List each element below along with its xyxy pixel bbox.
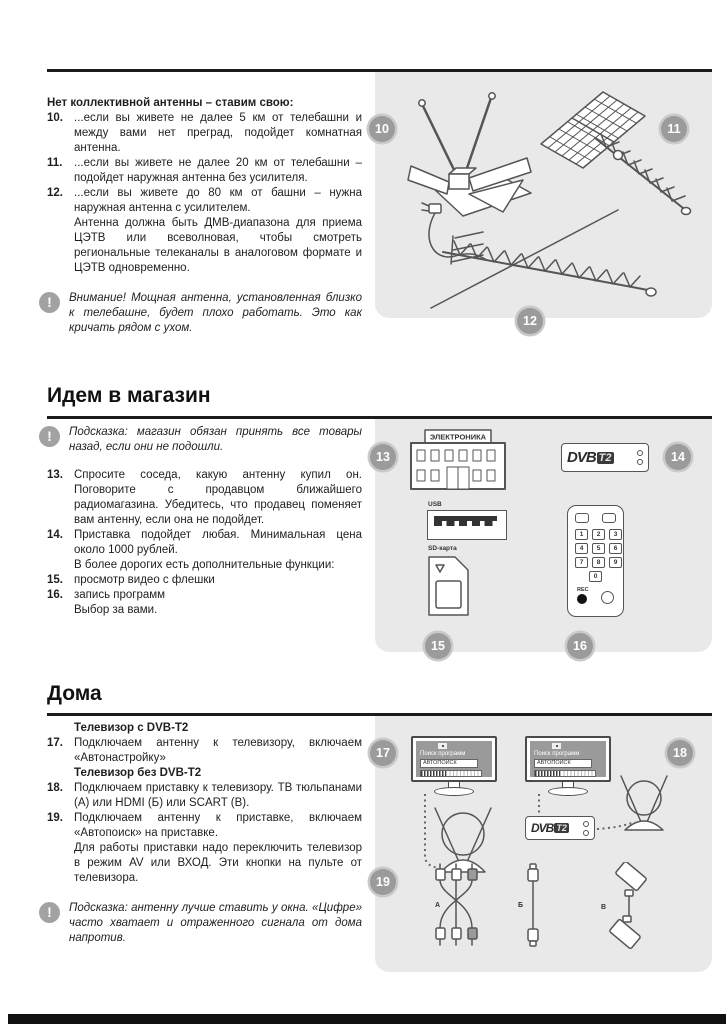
list-item-17 — [47, 736, 362, 766]
item-number: 15. — [47, 574, 63, 586]
rec-button — [577, 594, 587, 604]
list-item-14 — [47, 528, 362, 558]
tip-text: Подсказка: антенну лучше ставить у окна. «Цифре» часто хватает и отраженного сигнала от дома напротив. — [69, 902, 362, 944]
tv-menu-title: Поиск программ — [534, 751, 580, 757]
dvbt2-receiver-illustration — [525, 816, 595, 840]
exclamation-icon: ! — [39, 902, 60, 923]
remote-key: 6 — [609, 543, 622, 554]
item-text: Подключаем антенну к приставке, включаем «Автопоиск» на приставке. — [74, 812, 362, 839]
list-item-19 — [47, 811, 362, 841]
remote-control-illustration — [567, 505, 624, 617]
loop-antenna-illustration — [615, 768, 673, 836]
cable-label-v: В — [601, 904, 607, 911]
figure-badge-14: 14 — [665, 444, 691, 470]
item-number: 10. — [47, 112, 63, 124]
item-text: запись программ — [74, 589, 166, 601]
exclamation-icon: ! — [39, 292, 60, 313]
remote-key: 2 — [592, 529, 605, 540]
tv-with-dvbt2-subheading: Телевизор с DVB-T2 — [74, 722, 189, 734]
item-12-continuation: Антенна должна быть ДМВ-диапазона для приема ЦЭТВ или всеволновая, чтобы смотреть региональные телеканалы в аналоговом формате и ЦЭТВ одновременно. — [74, 217, 362, 274]
item-number: 14. — [47, 529, 63, 541]
figure-badge-16: 16 — [567, 633, 593, 659]
figure-badge-13: 13 — [370, 444, 396, 470]
remote-key: 7 — [575, 557, 588, 568]
tv-menu-item: АВТОПОИСК — [420, 759, 478, 768]
list-item-12 — [47, 186, 362, 216]
item-number: 19. — [47, 812, 63, 824]
remote-key: 5 — [592, 543, 605, 554]
item-14-continuation: В более дорогих есть дополнительные функции: — [74, 559, 335, 571]
page-footer-bar — [8, 1014, 726, 1024]
dvb-logo-text: DVB — [567, 449, 596, 466]
item-number: 18. — [47, 782, 63, 794]
remote-key: 3 — [609, 529, 622, 540]
tv-scan-progress — [420, 770, 482, 777]
item-text: ...если вы живете до 80 км от башни – нужна наружная антенна с усилителем. — [74, 187, 362, 214]
tv-without-dvbt2-illustration — [525, 736, 611, 796]
item-16-continuation: Выбор за вами. — [74, 604, 158, 616]
hdmi-cable-illustration — [525, 862, 541, 948]
remote-key: 9 — [609, 557, 622, 568]
item-text: Подключаем антенну к телевизору, включаем «Автонастройку» — [74, 737, 362, 764]
item-text: Спросите соседа, какую антенну купил он. Поговорите с продавцом ближайшего радиомагазина. Убедитесь, что продавец поменяет вам антенну, если она не подойдет. — [74, 469, 362, 526]
usb-label: USB — [428, 501, 442, 508]
power-button — [601, 591, 614, 604]
home-illustrations-panel — [375, 716, 712, 972]
tip-text: Подсказка: магазин обязан принять все товары назад, если они не подошли. — [69, 426, 362, 453]
warning-note — [39, 291, 362, 336]
remote-key: 1 — [575, 529, 588, 540]
sd-card-illustration — [425, 554, 473, 618]
antenna-illustrations-panel — [375, 72, 712, 328]
remote-key: 4 — [575, 543, 588, 554]
figure-badge-15: 15 — [425, 633, 451, 659]
exclamation-icon: ! — [39, 426, 60, 447]
receiver-leds — [583, 821, 589, 836]
antenna-text-column — [47, 96, 362, 336]
item-text: просмотр видео с флешки — [74, 574, 215, 586]
home-text-column — [47, 721, 362, 946]
tv-menu-item: АВТОПОИСК — [534, 759, 592, 768]
home-tip-note — [39, 901, 362, 946]
t2-logo-text: T2 — [598, 451, 612, 464]
tv-menu-title: Поиск программ — [420, 751, 466, 757]
yagi-antenna-illustration — [403, 190, 688, 315]
shop-section-heading: Идем в магазин — [47, 384, 211, 407]
list-item-11 — [47, 156, 362, 186]
dvb-logo-text: DVB — [531, 821, 554, 835]
item-text: ...если вы живете не далее 20 км от телебашни – подойдет наружная антенна без усилителя. — [74, 157, 362, 184]
list-item-15 — [47, 573, 362, 588]
warning-text: Внимание! Мощная антенна, установленная близко к телебашне, будет плохо работать. Это как кричать рядом с ухом. — [69, 292, 362, 334]
remote-key: 8 — [592, 557, 605, 568]
shop-text-column — [47, 425, 362, 618]
rec-label: REC — [577, 587, 589, 593]
tv-logo-chip — [438, 743, 447, 749]
tv-with-dvbt2-illustration — [411, 736, 497, 796]
figure-badge-17: 17 — [370, 740, 396, 766]
item-number: 12. — [47, 187, 63, 199]
usb-stick-illustration — [427, 510, 507, 540]
tv-scan-progress — [534, 770, 596, 777]
figure-badge-11: 11 — [661, 116, 687, 142]
figure-badge-19: 19 — [370, 869, 396, 895]
remote-key-zero: 0 — [589, 571, 602, 582]
shop-tip-note — [39, 425, 362, 455]
t2-logo-text: T2 — [556, 823, 567, 833]
item-text: Приставка подойдет любая. Минимальная цена около 1000 рублей. — [74, 529, 362, 556]
figure-badge-10: 10 — [369, 116, 395, 142]
item-number: 17. — [47, 737, 63, 749]
remote-digit-keys — [575, 529, 616, 568]
figure-badge-18: 18 — [667, 740, 693, 766]
item-19-continuation: Для работы приставки надо переключить телевизор в режим AV или ВХОД. Эти кнопки на пульте от телевизора. — [74, 842, 362, 884]
sd-card-label: SD-карта — [428, 545, 457, 552]
tv-logo-chip — [552, 743, 561, 749]
list-item-18 — [47, 781, 362, 811]
shop-illustrations-panel — [375, 419, 712, 652]
item-text: Подключаем приставку к телевизору. ТВ тюльпанами (А) или HDMI (Б) или SCART (В). — [74, 782, 362, 809]
item-number: 13. — [47, 469, 63, 481]
item-number: 16. — [47, 589, 63, 601]
dvbt2-receiver-illustration — [561, 443, 649, 472]
antenna-subheading: Нет коллективной антенны – ставим свою: — [47, 97, 294, 109]
scart-cable-illustration — [609, 862, 649, 954]
store-sign-text: ЭЛЕКТРОНИКА — [429, 432, 487, 442]
remote-top-buttons — [575, 513, 616, 523]
item-number: 11. — [47, 157, 63, 169]
receiver-leds — [637, 450, 643, 465]
figure-badge-12: 12 — [517, 308, 543, 334]
cable-label-a: А — [435, 902, 441, 909]
list-item-13 — [47, 468, 362, 528]
item-text: ...если вы живете не далее 5 км от телебашни и между вами нет преград, подойдет комнатная антенна. — [74, 112, 362, 154]
cable-label-b: Б — [518, 902, 524, 909]
tv-without-dvbt2-subheading: Телевизор без DVB-T2 — [74, 767, 202, 779]
home-section-heading: Дома — [47, 682, 102, 705]
list-item-16 — [47, 588, 362, 603]
electronics-store-illustration — [403, 429, 513, 493]
list-item-10 — [47, 111, 362, 156]
